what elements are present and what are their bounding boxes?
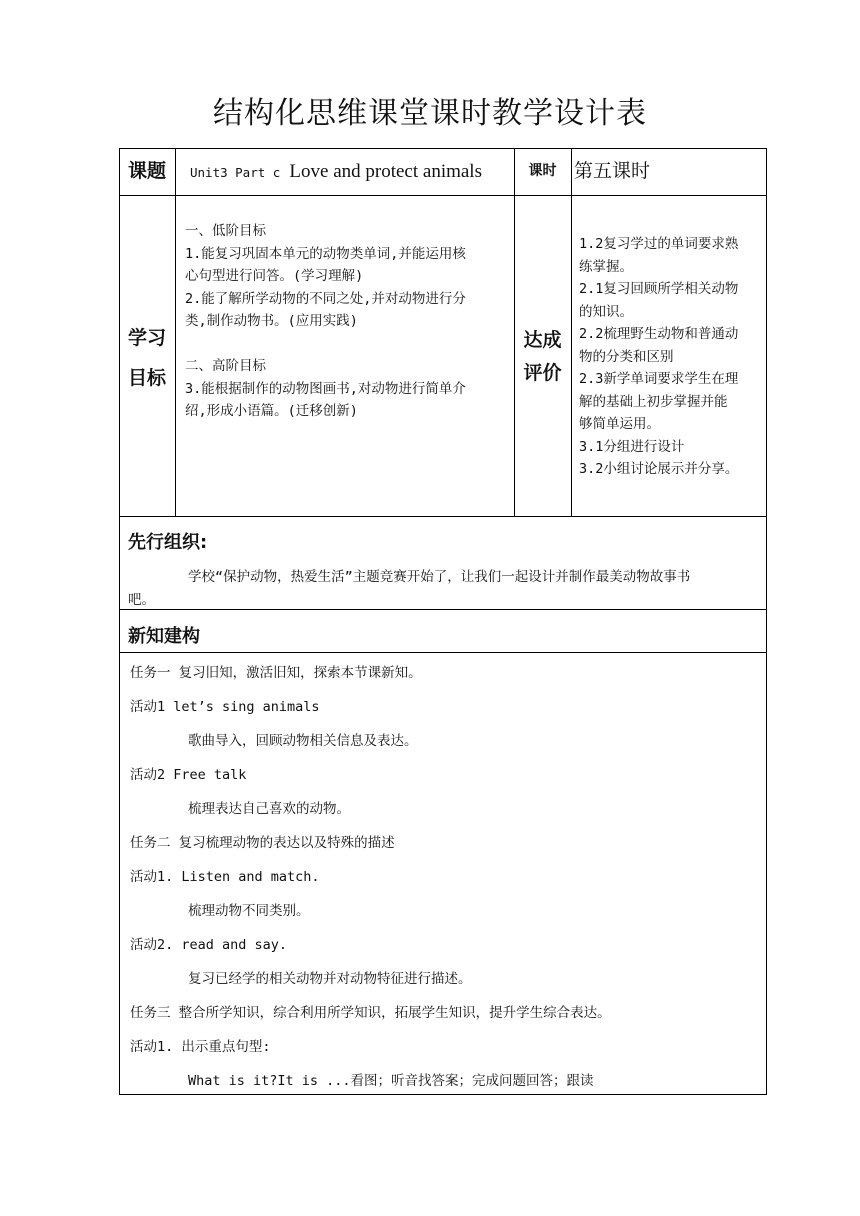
goals-content [185, 220, 510, 423]
construct-line: What is it?It is ...看图；听音找答案；完成问题回答；跟读 [188, 1073, 594, 1089]
evaluation-line: 练掌握。 [579, 258, 633, 275]
construct-line: 任务三 整合所学知识，综合利用所学知识，拓展学生知识，提升学生综合表达。 [130, 1005, 611, 1021]
evaluation-line: 2.1复习回顾所学相关动物 [579, 281, 739, 297]
construct-line: 活动1. Listen and match. [130, 869, 320, 885]
construct-line: 梳理表达自己喜欢的动物。 [188, 801, 350, 817]
organizer-heading: 先行组织: [128, 532, 208, 553]
construct-line: 复习已经学的相关动物并对动物特征进行描述。 [188, 971, 472, 987]
evaluation-line: 2.3新学单词要求学生在理 [579, 371, 739, 387]
goal-line: 心句型进行问答。(学习理解) [185, 268, 364, 284]
organizer-text-line2: 吧。 [128, 592, 155, 608]
goal-line: 1.能复习巩固本单元的动物类单词,并能运用核 [185, 245, 466, 262]
evaluation-line: 2.2梳理野生动物和普通动 [579, 326, 739, 342]
topic-value [190, 148, 482, 195]
goal-line: 2.能了解所学动物的不同之处,并对动物进行分 [185, 290, 466, 307]
period-value: 第五课时 [574, 160, 651, 182]
construct-line: 任务二 复习梳理动物的表达以及特殊的描述 [130, 835, 395, 851]
topic-label: 课题 [127, 160, 166, 182]
evaluation-label-line1: 达成 [523, 329, 562, 351]
evaluation-label [514, 324, 571, 390]
goal-line: 一、低阶目标 [185, 223, 266, 239]
construct-line: 活动2. read and say. [130, 937, 288, 953]
goal-line: 类,制作动物书。(应用实践) [185, 313, 358, 329]
construct-line: 活动2 Free talk [130, 767, 247, 783]
goal-line: 绍,形成小语篇。(迁移创新) [185, 403, 358, 419]
page-title: 结构化思维课堂课时教学设计表 [213, 96, 647, 131]
goals-label-line1: 学习 [127, 327, 166, 349]
construct-line: 梳理动物不同类别。 [188, 903, 310, 919]
construct-line: 任务一 复习旧知，激活旧知，探索本节课新知。 [130, 665, 422, 681]
goal-line: 3.能根据制作的动物图画书,对动物进行简单介 [185, 380, 466, 397]
evaluation-line: 3.1分组进行设计 [579, 438, 685, 455]
evaluation-line: 物的分类和区别 [579, 348, 674, 365]
topic-main: Love and protect animals [289, 161, 482, 182]
goal-line: 二、高阶目标 [185, 358, 266, 374]
evaluation-label-line2: 评价 [523, 362, 562, 384]
topic-prefix: Unit3 Part c [190, 165, 281, 180]
evaluation-line: 的知识。 [579, 303, 633, 320]
goal-line [185, 333, 510, 356]
period-label: 课时 [528, 163, 557, 179]
evaluation-line: 3.2小组讨论展示并分享。 [579, 461, 739, 477]
evaluation-line: 够简单运用。 [579, 416, 660, 432]
construct-line: 歌曲导入，回顾动物相关信息及表达。 [188, 733, 418, 749]
organizer-text-line1: 学校“保护动物，热爱生活”主题竞赛开始了，让我们一起设计并制作最美动物故事书 [188, 569, 691, 585]
construct-heading: 新知建构 [128, 626, 200, 647]
evaluation-content [579, 233, 763, 481]
evaluation-line: 1.2复习学过的单词要求熟 [579, 236, 739, 252]
construct-line: 活动1. 出示重点句型: [130, 1039, 271, 1055]
goals-label-line2: 目标 [127, 367, 166, 389]
construct-line: 活动1 let’s sing animals [130, 699, 320, 715]
evaluation-line: 解的基础上初步掌握并能 [579, 393, 728, 410]
goals-label [119, 318, 175, 398]
